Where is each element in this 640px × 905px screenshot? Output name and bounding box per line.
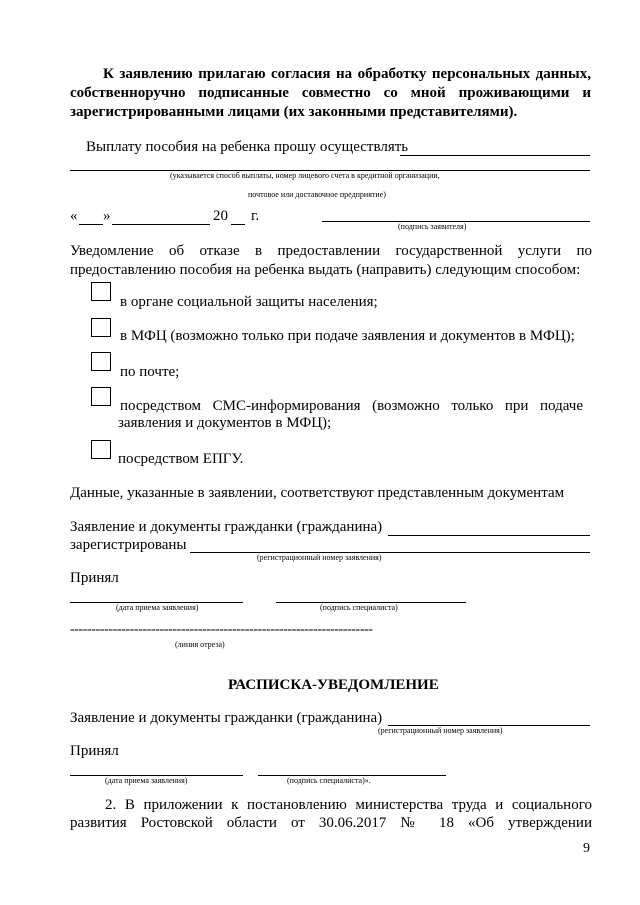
option-label-mfc: в МФЦ (возможно только при подаче заявления и документов в МФЦ); xyxy=(120,328,575,344)
receipt-date-caption: (дата приема заявления) xyxy=(105,776,188,785)
intro-line-1: К заявлению прилагаю согласия на обработку персональных данных, xyxy=(103,66,591,82)
date-month-field[interactable] xyxy=(112,224,210,225)
signature-caption: (подпись заявителя) xyxy=(398,222,467,231)
date-year-suffix: г. xyxy=(251,208,260,224)
intro-line-3: зарегистрированными лицами (их законными представителями). xyxy=(70,104,518,120)
option-label-post: по почте; xyxy=(120,364,180,380)
registration-line-1: Заявление и документы гражданки (гражданина) xyxy=(70,519,383,535)
option-label-social-protection: в органе социальной защиты населения; xyxy=(120,294,378,310)
registration-line-2: зарегистрированы xyxy=(70,537,187,553)
closing-line-1: 2. В приложении к постановлению министерства труда и социального xyxy=(105,797,592,813)
option-label-sms: посредством СМС-информирования (возможно только при подаче xyxy=(120,398,583,414)
receipt-caption: (регистрационный номер заявления) xyxy=(378,726,503,735)
confirm-statement: Данные, указанные в заявлении, соответствуют представленным документам xyxy=(70,485,565,501)
option-checkbox-mfc[interactable] xyxy=(91,318,111,337)
payment-label: Выплату пособия на ребенка прошу осуществлять xyxy=(86,139,409,155)
option-checkbox-epgu[interactable] xyxy=(91,440,111,459)
receipt-title: РАСПИСКА-УВЕДОМЛЕНИЕ xyxy=(228,677,439,693)
accepted-date-caption: (дата приема заявления) xyxy=(116,603,199,612)
date-year-field[interactable] xyxy=(231,224,245,225)
registration-number-field[interactable] xyxy=(190,552,590,553)
option-checkbox-social-protection[interactable] xyxy=(91,282,111,301)
payment-hint-1: (указывается способ выплаты, номер лицевого счета в кредитной организации, xyxy=(170,171,440,180)
date-close-quote: » xyxy=(103,208,111,224)
page-number: 9 xyxy=(583,841,590,856)
cut-caption: (линия отреза) xyxy=(175,640,225,649)
date-year-prefix: 20 xyxy=(213,208,228,224)
payment-hint-2: почтовое или доставочное предприятие) xyxy=(248,190,386,199)
intro-line-2: собственноручно подписанные совместно со мной проживающими и xyxy=(70,85,591,101)
option-label-sms-continued: заявления и документов в МФЦ); xyxy=(118,415,332,431)
registration-applicant-field[interactable] xyxy=(388,535,590,536)
payment-field[interactable] xyxy=(400,155,590,156)
registration-caption: (регистрационный номер заявления) xyxy=(257,553,382,562)
date-open-quote: « xyxy=(70,208,78,224)
receipt-line-1: Заявление и документы гражданки (гражданина) xyxy=(70,710,383,726)
accepted-sign-caption: (подпись специалиста) xyxy=(320,603,398,612)
accepted-label: Принял xyxy=(70,570,119,586)
closing-line-2: развития Ростовской области от 30.06.2017 № 18 «Об утверждении xyxy=(70,815,592,831)
option-checkbox-sms[interactable] xyxy=(91,387,111,406)
notice-line-2: предоставлению пособия на ребенка выдать (направить) следующим способом: xyxy=(70,262,581,278)
receipt-accepted-label: Принял xyxy=(70,743,119,759)
receipt-sign-caption: (подпись специалиста)». xyxy=(287,776,371,785)
notice-line-1: Уведомление об отказе в предоставлении государственной услуги по xyxy=(70,243,592,259)
option-checkbox-post[interactable] xyxy=(91,352,111,371)
option-label-epgu: посредством ЕПГУ. xyxy=(118,451,244,467)
cut-line: ----------------------------------------------------------------------- xyxy=(70,622,373,637)
date-day-field[interactable] xyxy=(79,224,103,225)
